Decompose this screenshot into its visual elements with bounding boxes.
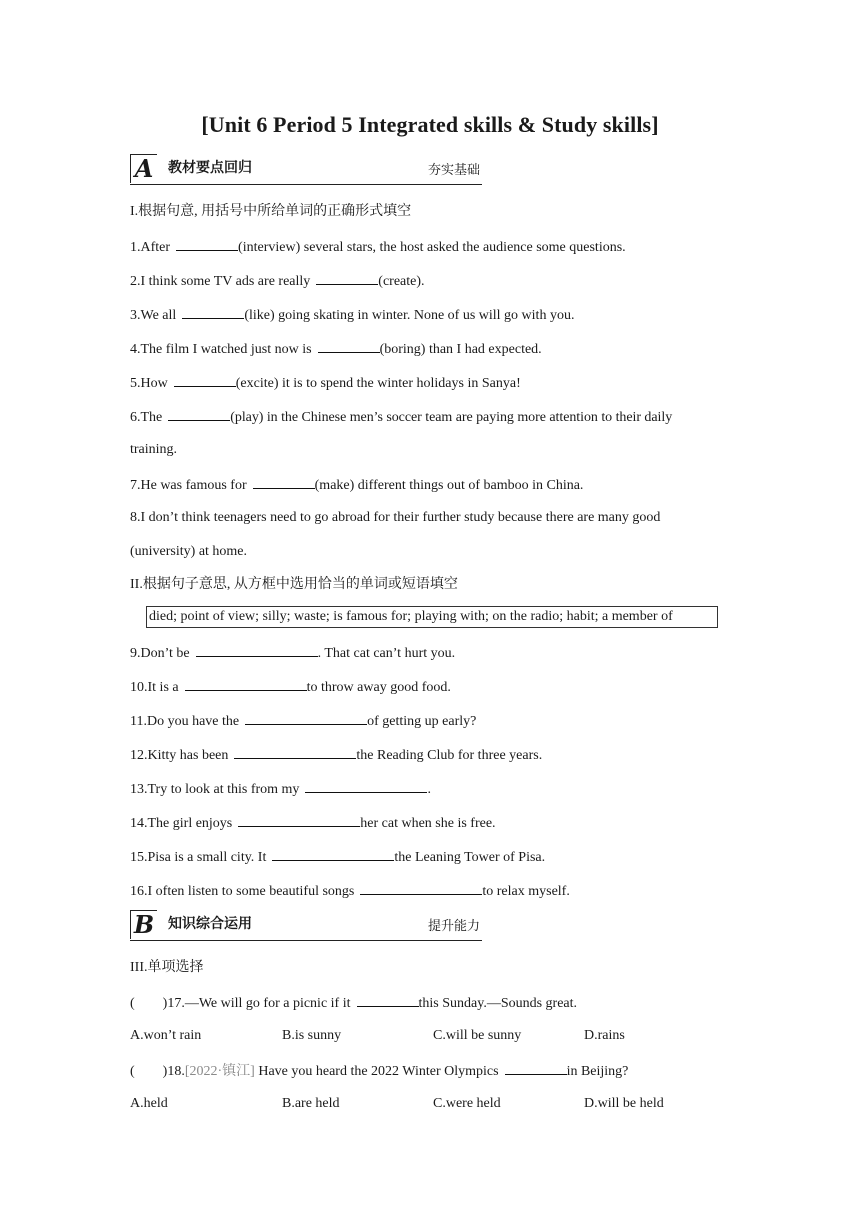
question-13: 13.Try to look at this from my . xyxy=(130,778,730,800)
section-3-heading: III.单项选择 xyxy=(130,960,204,975)
answer-blank[interactable] xyxy=(168,406,230,421)
option-d[interactable]: D.will be held xyxy=(584,1096,664,1111)
banner-heading: 教材要点回归 xyxy=(168,160,252,176)
option-d[interactable]: D.rains xyxy=(584,1028,625,1043)
answer-blank[interactable] xyxy=(272,846,394,861)
answer-paren[interactable]: ( ) xyxy=(130,996,168,1011)
answer-blank[interactable] xyxy=(316,270,378,285)
question-14: 14.The girl enjoys her cat when she is free. xyxy=(130,812,730,834)
question-9: 9.Don’t be . That cat can’t hurt you. xyxy=(130,642,730,664)
option-b[interactable]: B.are held xyxy=(282,1096,340,1111)
question-6-continued: training. xyxy=(130,442,178,457)
question-15: 15.Pisa is a small city. It the Leaning Tower of Pisa. xyxy=(130,846,730,868)
answer-blank[interactable] xyxy=(253,474,315,489)
answer-blank[interactable] xyxy=(238,812,360,827)
question-2: 2.I think some TV ads are really (create). xyxy=(130,270,730,292)
question-18: ( )18.[2022·镇江] Have you heard the 2022 Winter Olympics in Beijing? xyxy=(130,1060,730,1082)
page-title: [Unit 6 Period 5 Integrated skills & Study skills] xyxy=(201,112,659,137)
question-11: 11.Do you have the of getting up early? xyxy=(130,710,730,732)
question-source: [2022·镇江] xyxy=(184,1064,255,1079)
answer-blank[interactable] xyxy=(196,642,318,657)
question-1: 1.After (interview) several stars, the host asked the audience some questions. xyxy=(130,236,730,258)
question-12: 12.Kitty has been the Reading Club for three years. xyxy=(130,744,730,766)
banner-heading: 知识综合运用 xyxy=(168,916,252,932)
question-17: ( )17.—We will go for a picnic if it this Sunday.—Sounds great. xyxy=(130,992,730,1014)
question-16: 16.I often listen to some beautiful songs to relax myself. xyxy=(130,880,730,902)
question-3: 3.We all (like) going skating in winter. None of us will go with you. xyxy=(130,304,730,326)
answer-blank[interactable] xyxy=(505,1060,567,1075)
option-b[interactable]: B.is sunny xyxy=(282,1028,342,1043)
question-4: 4.The film I watched just now is (boring) than I had expected. xyxy=(130,338,730,360)
answer-blank[interactable] xyxy=(318,338,380,353)
question-8: 8.I don’t think teenagers need to go abroad for their further study because there are many good xyxy=(130,510,661,525)
question-7: 7.He was famous for (make) different things out of bamboo in China. xyxy=(130,474,730,496)
question-10: 10.It is a to throw away good food. xyxy=(130,676,730,698)
question-6: 6.The (play) in the Chinese men’s soccer team are paying more attention to their daily xyxy=(130,406,730,428)
banner-tag: 提升能力 xyxy=(427,919,480,934)
section-2-heading: II.根据句子意思, 从方框中选用恰当的单词或短语填空 xyxy=(130,577,458,592)
answer-paren[interactable]: ( ) xyxy=(130,1064,168,1079)
answer-blank[interactable] xyxy=(245,710,367,725)
option-c[interactable]: C.will be sunny xyxy=(433,1028,522,1043)
section-1-heading: I.根据句意, 用括号中所给单词的正确形式填空 xyxy=(130,204,412,219)
answer-blank[interactable] xyxy=(185,676,307,691)
option-a[interactable]: A.held xyxy=(130,1096,168,1111)
question-8-continued: (university) at home. xyxy=(130,544,248,559)
question-5: 5.How (excite) it is to spend the winter holidays in Sanya! xyxy=(130,372,730,394)
answer-blank[interactable] xyxy=(360,880,482,895)
option-c[interactable]: C.were held xyxy=(433,1096,501,1111)
answer-blank[interactable] xyxy=(174,372,236,387)
answer-blank[interactable] xyxy=(357,992,419,1007)
word-bank-box: died; point of view; silly; waste; is famous for; playing with; on the radio; habit; a member of xyxy=(146,606,718,628)
banner-letter: A xyxy=(130,154,157,183)
option-a[interactable]: A.won’t rain xyxy=(130,1028,202,1043)
answer-blank[interactable] xyxy=(305,778,427,793)
answer-blank[interactable] xyxy=(182,304,244,319)
answer-blank[interactable] xyxy=(176,236,238,251)
answer-blank[interactable] xyxy=(234,744,356,759)
section-banner-b xyxy=(130,910,482,941)
section-banner-a xyxy=(130,154,482,185)
banner-tag: 夯实基础 xyxy=(427,163,480,178)
banner-letter: B xyxy=(130,910,157,939)
